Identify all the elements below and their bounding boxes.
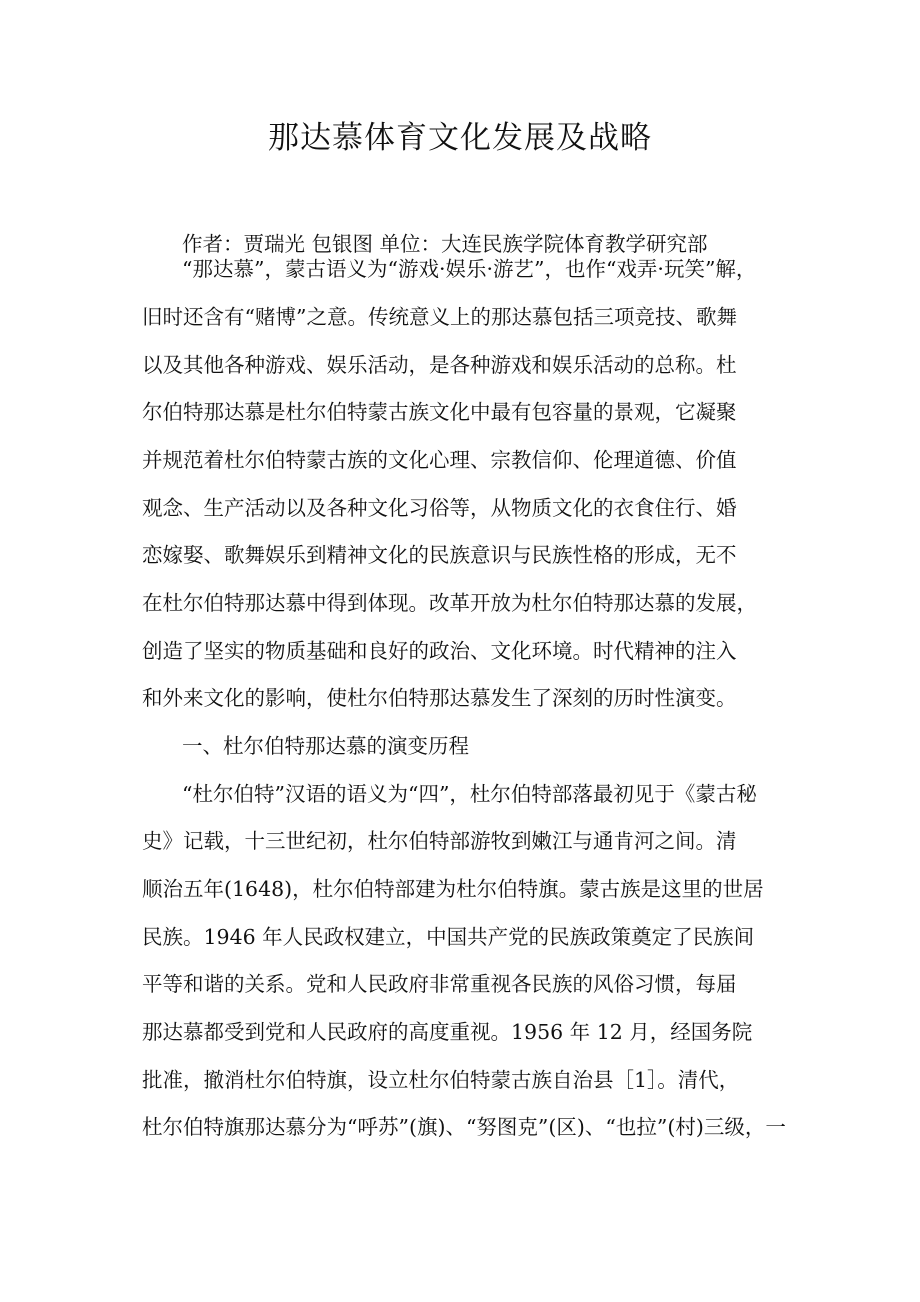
text-line: 杜尔伯特旗那达慕分为“呼苏”(旗)、“努图克”(区)、“也拉”(村)三级，一	[142, 1115, 786, 1139]
text-line: 和外来文化的影响，使杜尔伯特那达慕发生了深刻的历时性演变。	[142, 686, 737, 710]
text-line: 恋嫁娶、歌舞娱乐到精神文化的民族意识与民族性格的形成，无不	[142, 543, 737, 567]
text-line: 史》记载，十三世纪初，杜尔伯特部游牧到嫩江与通肯河之间。清	[142, 829, 737, 853]
text-line: 并规范着杜尔伯特蒙古族的文化心理、宗教信仰、伦理道德、价值	[142, 448, 737, 472]
text-line: 那达慕都受到党和人民政府的高度重视。1956 年 12 月，经国务院	[142, 1020, 753, 1044]
text-line: 以及其他各种游戏、娱乐活动，是各种游戏和娱乐活动的总称。杜	[142, 353, 737, 377]
text-line: 批准，撤消杜尔伯特旗，设立杜尔伯特蒙古族自治县［1］。清代，	[142, 1068, 740, 1092]
document-title: 那达慕体育文化发展及战略	[268, 120, 652, 156]
text-line: “杜尔伯特”汉语的语义为“四”，杜尔伯特部落最初见于《蒙古秘	[182, 782, 757, 806]
text-line: 民族。1946 年人民政权建立，中国共产党的民族政策奠定了民族间	[142, 925, 755, 949]
text-line: 旧时还含有“赌博”之意。传统意义上的那达慕包括三项竞技、歌舞	[142, 305, 737, 329]
section-heading: 一、杜尔伯特那达慕的演变历程	[182, 734, 469, 758]
text-line: 在杜尔伯特那达慕中得到体现。改革开放为杜尔伯特那达慕的发展，	[142, 591, 757, 615]
text-line: 平等和谐的关系。党和人民政府非常重视各民族的风俗习惯，每届	[142, 972, 737, 996]
text-line: 创造了坚实的物质基础和良好的政治、文化环境。时代精神的注入	[142, 639, 737, 663]
author-line: 作者：贾瑞光 包银图 单位：大连民族学院体育教学研究部	[182, 232, 708, 256]
text-line: 尔伯特那达慕是杜尔伯特蒙古族文化中最有包容量的景观，它凝聚	[142, 400, 737, 424]
text-line: 观念、生产活动以及各种文化习俗等，从物质文化的衣食住行、婚	[142, 496, 737, 520]
text-line: “那达慕”，蒙古语义为“游戏·娱乐·游艺”，也作“戏弄·玩笑”解，	[182, 257, 757, 281]
text-line: 顺治五年(1648)，杜尔伯特部建为杜尔伯特旗。蒙古族是这里的世居	[142, 877, 764, 901]
